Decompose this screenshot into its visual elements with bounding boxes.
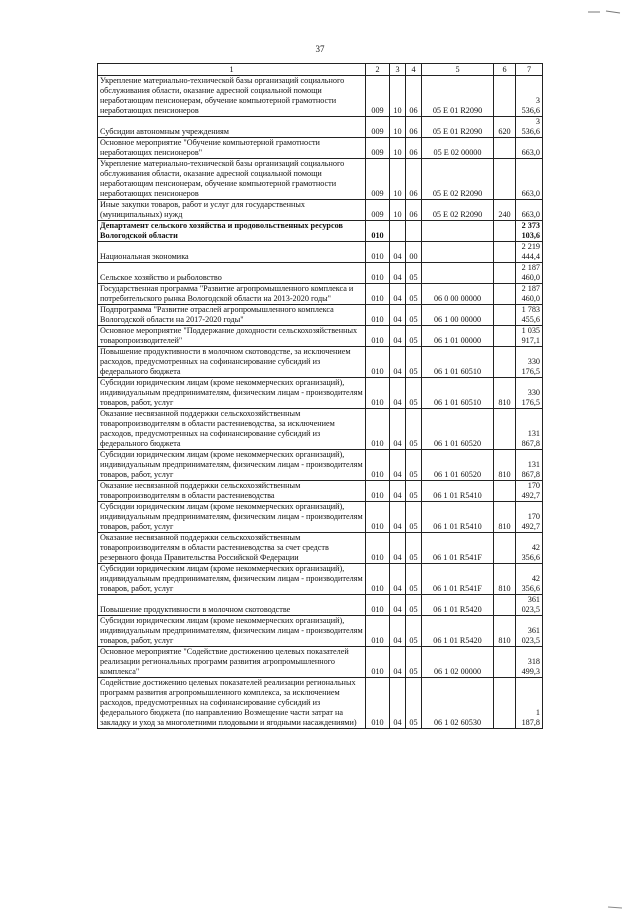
- row-ministry-code-cell: 010: [366, 450, 390, 481]
- row-name-cell: Субсидии юридическим лицам (кроме некоммерческих организаций), индивидуальным предпринимателям, физическим лицам - производителям товаров, работ, услуг: [98, 616, 366, 647]
- row-ministry-code-cell: 010: [366, 564, 390, 595]
- row-amount-cell: 2 187 460,0: [516, 284, 543, 305]
- row-amount-cell: 1 187,8: [516, 678, 543, 729]
- table-row: [98, 159, 543, 200]
- row-ministry-code-cell: 010: [366, 242, 390, 263]
- row-amount-cell: 330 176,5: [516, 347, 543, 378]
- row-expense-type-cell: [494, 76, 516, 117]
- row-name-cell: Укрепление материально-технической базы организаций социального обслуживания области, оказание адресной социальной помощи неработающим пенсионерам, обучение компьютерной грамотности неработающих пенсионеров: [98, 159, 366, 200]
- row-subsection-code-cell: 05: [406, 305, 422, 326]
- table-row: [98, 138, 543, 159]
- row-ministry-code-cell: 010: [366, 305, 390, 326]
- table-header-row: [98, 64, 543, 76]
- header-cell: 7: [516, 64, 543, 76]
- row-name-cell: Иные закупки товаров, работ и услуг для государственных (муниципальных) нужд: [98, 200, 366, 221]
- header-cell: 4: [406, 64, 422, 76]
- row-ministry-code-cell: 009: [366, 138, 390, 159]
- table-row: [98, 450, 543, 481]
- row-subsection-code-cell: 06: [406, 159, 422, 200]
- row-amount-cell: 2 219 444,4: [516, 242, 543, 263]
- row-section-code-cell: 04: [390, 564, 406, 595]
- row-amount-cell: 2 373 103,6: [516, 221, 543, 242]
- row-expense-type-cell: [494, 347, 516, 378]
- table-row: [98, 564, 543, 595]
- row-amount-cell: 361 023,5: [516, 616, 543, 647]
- row-subsection-code-cell: 05: [406, 647, 422, 678]
- table-row: [98, 409, 543, 450]
- row-target-article-cell: 06 1 01 60520: [422, 450, 494, 481]
- row-ministry-code-cell: 010: [366, 378, 390, 409]
- row-subsection-code-cell: 05: [406, 533, 422, 564]
- row-section-code-cell: 04: [390, 242, 406, 263]
- row-section-code-cell: 04: [390, 305, 406, 326]
- row-expense-type-cell: 810: [494, 616, 516, 647]
- row-section-code-cell: 04: [390, 616, 406, 647]
- row-subsection-code-cell: 05: [406, 678, 422, 729]
- table-row: [98, 76, 543, 117]
- row-ministry-code-cell: 010: [366, 533, 390, 564]
- table-row: [98, 347, 543, 378]
- row-subsection-code-cell: 05: [406, 263, 422, 284]
- row-name-cell: Субсидии юридическим лицам (кроме некоммерческих организаций), индивидуальным предпринимателям, физическим лицам - производителям товаров, работ, услуг: [98, 450, 366, 481]
- row-target-article-cell: 06 1 00 00000: [422, 305, 494, 326]
- row-section-code-cell: 04: [390, 284, 406, 305]
- row-target-article-cell: [422, 242, 494, 263]
- header-cell: 2: [366, 64, 390, 76]
- row-amount-cell: 170 492,7: [516, 481, 543, 502]
- row-target-article-cell: 06 1 01 R5420: [422, 595, 494, 616]
- page-number: 37: [315, 44, 325, 54]
- row-name-cell: Основное мероприятие "Обучение компьютерной грамотности неработающих пенсионеров": [98, 138, 366, 159]
- row-subsection-code-cell: 05: [406, 595, 422, 616]
- row-target-article-cell: 05 E 02 R2090: [422, 159, 494, 200]
- row-ministry-code-cell: 009: [366, 76, 390, 117]
- row-amount-cell: 330 176,5: [516, 378, 543, 409]
- row-name-cell: Основное мероприятие "Поддержание доходности сельскохозяйственных товаропроизводителей": [98, 326, 366, 347]
- row-subsection-code-cell: 05: [406, 284, 422, 305]
- row-target-article-cell: 06 1 01 60520: [422, 409, 494, 450]
- row-target-article-cell: 06 1 01 R541F: [422, 533, 494, 564]
- row-name-cell: Департамент сельского хозяйства и продовольственных ресурсов Вологодской области: [98, 221, 366, 242]
- row-expense-type-cell: [494, 595, 516, 616]
- row-subsection-code-cell: 05: [406, 481, 422, 502]
- row-name-cell: Подпрограмма "Развитие отраслей агропромышленного комплекса Вологодской области на 2017-2020 годы": [98, 305, 366, 326]
- row-expense-type-cell: [494, 221, 516, 242]
- row-section-code-cell: [390, 221, 406, 242]
- row-name-cell: Основное мероприятие "Содействие достижению целевых показателей реализации региональных программ развития агропромышленного комплекса": [98, 647, 366, 678]
- row-name-cell: Укрепление материально-технической базы организаций социального обслуживания области, оказание адресной социальной помощи неработающим пенсионерам, обучение компьютерной грамотности неработающих пенсионеров: [98, 76, 366, 117]
- header-cell: 3: [390, 64, 406, 76]
- row-target-article-cell: 06 1 01 R5420: [422, 616, 494, 647]
- row-name-cell: Сельское хозяйство и рыболовство: [98, 263, 366, 284]
- row-target-article-cell: 06 1 01 R541F: [422, 564, 494, 595]
- table-row: [98, 595, 543, 616]
- row-subsection-code-cell: 05: [406, 502, 422, 533]
- row-section-code-cell: 04: [390, 481, 406, 502]
- table-row: [98, 481, 543, 502]
- row-section-code-cell: 04: [390, 678, 406, 729]
- header-cell: 6: [494, 64, 516, 76]
- row-section-code-cell: 10: [390, 117, 406, 138]
- row-expense-type-cell: 810: [494, 378, 516, 409]
- table-row: [98, 678, 543, 729]
- row-name-cell: Повышение продуктивности в молочном скотоводстве: [98, 595, 366, 616]
- row-amount-cell: 42 356,6: [516, 533, 543, 564]
- row-amount-cell: 42 356,6: [516, 564, 543, 595]
- row-subsection-code-cell: 05: [406, 347, 422, 378]
- row-expense-type-cell: [494, 284, 516, 305]
- row-amount-cell: 3 536,6: [516, 117, 543, 138]
- row-target-article-cell: 05 E 02 00000: [422, 138, 494, 159]
- row-ministry-code-cell: 010: [366, 284, 390, 305]
- row-name-cell: Субсидии юридическим лицам (кроме некоммерческих организаций), индивидуальным предпринимателям, физическим лицам - производителям товаров, работ, услуг: [98, 378, 366, 409]
- row-amount-cell: 318 499,3: [516, 647, 543, 678]
- row-amount-cell: 3 536,6: [516, 76, 543, 117]
- row-ministry-code-cell: 010: [366, 616, 390, 647]
- row-section-code-cell: 04: [390, 378, 406, 409]
- row-target-article-cell: 06 1 02 00000: [422, 647, 494, 678]
- row-ministry-code-cell: 010: [366, 481, 390, 502]
- row-ministry-code-cell: 010: [366, 347, 390, 378]
- row-expense-type-cell: [494, 533, 516, 564]
- row-name-cell: Оказание несвязанной поддержки сельскохозяйственным товаропроизводителям в области растениеводства за счет средств резервного фонда Правительства Российской Федерации: [98, 533, 366, 564]
- row-amount-cell: 663,0: [516, 200, 543, 221]
- header-cell: 1: [98, 64, 366, 76]
- row-name-cell: Содействие достижению целевых показателей реализации региональных программ развития агропромышленного комплекса, за исключением расходов, предусмотренных на софинансирование субсидий из федерального бюджета (по направлению Возмещение части затрат на закладку и уход за многолетними плодовыми и ягодными насаждениями): [98, 678, 366, 729]
- row-target-article-cell: 06 1 01 00000: [422, 326, 494, 347]
- row-subsection-code-cell: 06: [406, 200, 422, 221]
- row-amount-cell: 170 492,7: [516, 502, 543, 533]
- row-name-cell: Субсидии юридическим лицам (кроме некоммерческих организаций), индивидуальным предпринимателям, физическим лицам - производителям товаров, работ, услуг: [98, 502, 366, 533]
- row-target-article-cell: 06 1 01 R5410: [422, 502, 494, 533]
- row-expense-type-cell: [494, 647, 516, 678]
- table-row: [98, 200, 543, 221]
- row-section-code-cell: 04: [390, 502, 406, 533]
- row-name-cell: Оказание несвязанной поддержки сельскохозяйственным товаропроизводителям в области растениеводства: [98, 481, 366, 502]
- table-row: [98, 616, 543, 647]
- row-section-code-cell: 04: [390, 647, 406, 678]
- row-expense-type-cell: 620: [494, 117, 516, 138]
- row-subsection-code-cell: 06: [406, 117, 422, 138]
- row-target-article-cell: 06 1 02 60530: [422, 678, 494, 729]
- row-expense-type-cell: [494, 326, 516, 347]
- row-name-cell: Субсидии автономным учреждениям: [98, 117, 366, 138]
- table-row: [98, 117, 543, 138]
- row-amount-cell: 131 867,8: [516, 409, 543, 450]
- row-amount-cell: 361 023,5: [516, 595, 543, 616]
- table-row: [98, 378, 543, 409]
- row-expense-type-cell: 810: [494, 564, 516, 595]
- row-name-cell: Оказание несвязанной поддержки сельскохозяйственным товаропроизводителям в области растениеводства, за исключением расходов, предусмотренных на софинансирование субсидий из федерального бюджета: [98, 409, 366, 450]
- row-ministry-code-cell: 010: [366, 221, 390, 242]
- row-amount-cell: 2 187 460,0: [516, 263, 543, 284]
- row-expense-type-cell: [494, 138, 516, 159]
- row-ministry-code-cell: 009: [366, 117, 390, 138]
- row-section-code-cell: 10: [390, 200, 406, 221]
- row-subsection-code-cell: 05: [406, 450, 422, 481]
- budget-table: [97, 63, 543, 729]
- row-section-code-cell: 04: [390, 326, 406, 347]
- row-amount-cell: 131 867,8: [516, 450, 543, 481]
- row-expense-type-cell: [494, 159, 516, 200]
- row-subsection-code-cell: [406, 221, 422, 242]
- row-expense-type-cell: 810: [494, 502, 516, 533]
- row-target-article-cell: 06 1 01 R5410: [422, 481, 494, 502]
- table-row: [98, 647, 543, 678]
- row-ministry-code-cell: 010: [366, 263, 390, 284]
- row-target-article-cell: 05 E 02 R2090: [422, 200, 494, 221]
- row-target-article-cell: 06 1 01 60510: [422, 347, 494, 378]
- row-subsection-code-cell: 06: [406, 138, 422, 159]
- corner-scan-mark: [586, 2, 626, 8]
- row-section-code-cell: 04: [390, 263, 406, 284]
- table-row: [98, 221, 543, 242]
- row-subsection-code-cell: 05: [406, 378, 422, 409]
- row-ministry-code-cell: 010: [366, 502, 390, 533]
- row-amount-cell: 663,0: [516, 159, 543, 200]
- row-expense-type-cell: [494, 305, 516, 326]
- row-amount-cell: 1 783 455,6: [516, 305, 543, 326]
- row-target-article-cell: 06 1 01 60510: [422, 378, 494, 409]
- row-target-article-cell: 05 E 01 R2090: [422, 117, 494, 138]
- row-name-cell: Субсидии юридическим лицам (кроме некоммерческих организаций), индивидуальным предпринимателям, физическим лицам - производителям товаров, работ, услуг: [98, 564, 366, 595]
- row-section-code-cell: 10: [390, 76, 406, 117]
- bottom-scan-mark: [607, 897, 623, 902]
- table-row: [98, 284, 543, 305]
- row-section-code-cell: 10: [390, 138, 406, 159]
- row-subsection-code-cell: 06: [406, 76, 422, 117]
- row-amount-cell: 1 035 917,1: [516, 326, 543, 347]
- row-expense-type-cell: [494, 242, 516, 263]
- row-ministry-code-cell: 009: [366, 200, 390, 221]
- row-name-cell: Национальная экономика: [98, 242, 366, 263]
- row-expense-type-cell: 240: [494, 200, 516, 221]
- row-amount-cell: 663,0: [516, 138, 543, 159]
- row-expense-type-cell: [494, 409, 516, 450]
- row-name-cell: Государственная программа "Развитие агропромышленного комплекса и потребительского рынка Вологодской области на 2013-2020 годы": [98, 284, 366, 305]
- row-ministry-code-cell: 010: [366, 647, 390, 678]
- table-row: [98, 326, 543, 347]
- row-section-code-cell: 04: [390, 595, 406, 616]
- table-row: [98, 305, 543, 326]
- row-subsection-code-cell: 05: [406, 616, 422, 647]
- table-row: [98, 242, 543, 263]
- table-row: [98, 502, 543, 533]
- table-row: [98, 533, 543, 564]
- row-ministry-code-cell: 009: [366, 159, 390, 200]
- row-target-article-cell: 06 0 00 00000: [422, 284, 494, 305]
- header-cell: 5: [422, 64, 494, 76]
- row-subsection-code-cell: 05: [406, 326, 422, 347]
- row-ministry-code-cell: 010: [366, 678, 390, 729]
- row-expense-type-cell: [494, 678, 516, 729]
- row-subsection-code-cell: 00: [406, 242, 422, 263]
- row-target-article-cell: [422, 221, 494, 242]
- row-target-article-cell: [422, 263, 494, 284]
- row-ministry-code-cell: 010: [366, 595, 390, 616]
- row-section-code-cell: 04: [390, 450, 406, 481]
- row-target-article-cell: 05 E 01 R2090: [422, 76, 494, 117]
- row-section-code-cell: 04: [390, 533, 406, 564]
- row-ministry-code-cell: 010: [366, 409, 390, 450]
- row-subsection-code-cell: 05: [406, 409, 422, 450]
- row-name-cell: Повышение продуктивности в молочном скотоводстве, за исключением расходов, предусмотренных на софинансирование субсидий из федерального бюджета: [98, 347, 366, 378]
- row-section-code-cell: 04: [390, 347, 406, 378]
- row-expense-type-cell: [494, 481, 516, 502]
- table-row: [98, 263, 543, 284]
- row-subsection-code-cell: 05: [406, 564, 422, 595]
- row-expense-type-cell: 810: [494, 450, 516, 481]
- row-section-code-cell: 04: [390, 409, 406, 450]
- row-section-code-cell: 10: [390, 159, 406, 200]
- row-ministry-code-cell: 010: [366, 326, 390, 347]
- row-expense-type-cell: [494, 263, 516, 284]
